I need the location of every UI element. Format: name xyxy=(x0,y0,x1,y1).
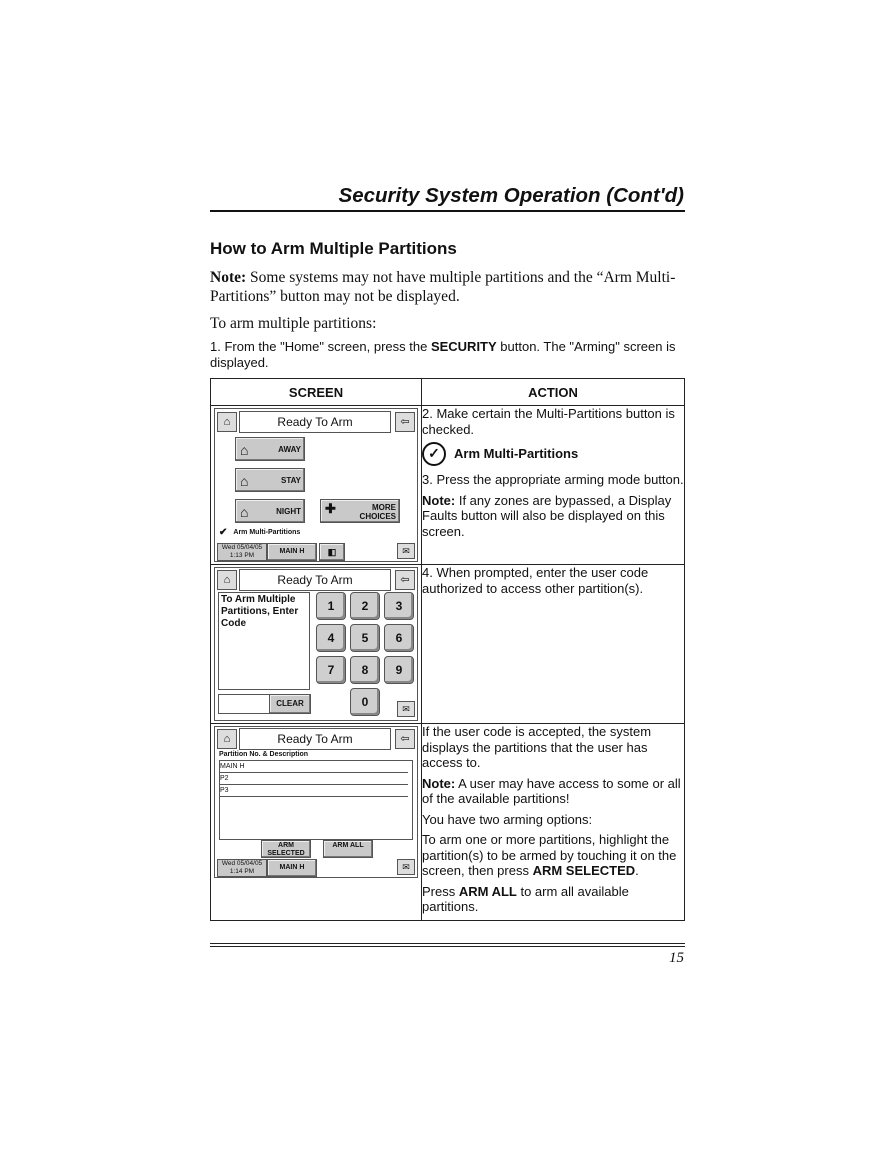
checkmark-icon: ✔ xyxy=(219,527,228,538)
night-label: NIGHT xyxy=(276,507,301,516)
action-cell xyxy=(422,406,685,565)
row3-note-label: Note: xyxy=(422,775,456,791)
back-arrow-icon[interactable]: ⇦ xyxy=(395,412,415,432)
action-cell xyxy=(422,565,685,724)
row3-note xyxy=(422,776,684,807)
row3-para-4-text: Press xyxy=(422,883,459,899)
house-icon: ⌂ xyxy=(240,473,249,489)
header-screen: SCREEN xyxy=(211,379,422,406)
date: Wed 05/04/05 xyxy=(221,544,263,551)
more-choices-button[interactable] xyxy=(320,499,400,523)
key-1[interactable]: 1 xyxy=(316,592,346,620)
step-1-text: 1. From the "Home" screen, press the xyxy=(210,339,431,354)
instruction-table xyxy=(210,378,685,921)
row3-para-4 xyxy=(422,884,684,915)
action-cell xyxy=(422,724,685,921)
screen-cell xyxy=(211,406,422,565)
row3-para-3 xyxy=(422,832,684,879)
document-plus-icon: ✚ xyxy=(325,501,336,516)
step-1-bold: SECURITY xyxy=(430,339,497,354)
row1-note xyxy=(422,493,684,540)
arm-all-button[interactable]: ARM ALL xyxy=(323,840,373,858)
row1-note-text: If any zones are bypassed, a Display Faults button will also be displayed on this screen. xyxy=(422,492,672,539)
note-paragraph xyxy=(210,268,684,306)
page-number: 15 xyxy=(669,950,684,966)
partition-select-screen xyxy=(214,726,418,878)
arm-multi-label: Arm Multi-Partitions xyxy=(233,529,301,536)
checkmark-icon: ✓ xyxy=(422,442,446,466)
table-row xyxy=(211,565,685,724)
header-rule xyxy=(210,210,685,212)
partition-list-header: Partition No. & Description xyxy=(219,751,309,758)
night-button[interactable] xyxy=(235,499,305,523)
row1-note-label: Note: xyxy=(422,492,456,508)
main-partition-button[interactable]: MAIN H xyxy=(267,543,317,561)
partition-item[interactable]: P3 xyxy=(220,785,408,797)
screen-cell xyxy=(211,565,422,724)
footer-rule xyxy=(210,943,685,944)
stay-label: STAY xyxy=(280,476,301,485)
home-icon[interactable]: ⌂ xyxy=(217,729,237,749)
away-label: AWAY xyxy=(278,445,301,454)
message-icon[interactable]: ✉ xyxy=(397,859,415,875)
message-icon[interactable]: ✉ xyxy=(397,701,415,717)
clear-button[interactable]: CLEAR xyxy=(269,694,311,714)
key-3[interactable]: 3 xyxy=(384,592,414,620)
screen-cell xyxy=(211,724,422,921)
step-1-text-end: button. The "Arming" screen is displayed. xyxy=(210,339,676,370)
arm-multi-checkbox[interactable] xyxy=(219,527,300,538)
step-4: 4. When prompted, enter the user code authorized to access other partition(s). xyxy=(422,565,649,596)
time: 1:14 PM xyxy=(229,867,255,875)
note-text: Some systems may not have multiple partitions and the “Arm Multi-Partitions” button may not be displayed. xyxy=(210,269,676,305)
back-arrow-icon[interactable]: ⇦ xyxy=(395,570,415,590)
section-heading: How to Arm Multiple Partitions xyxy=(210,239,457,258)
key-0[interactable]: 0 xyxy=(350,688,380,716)
intro-text: To arm multiple partitions: xyxy=(210,315,377,332)
home-icon[interactable]: ⌂ xyxy=(217,412,237,432)
partition-item[interactable]: MAIN H xyxy=(220,761,408,773)
away-button[interactable] xyxy=(235,437,305,461)
step-2: 2. Make certain the Multi-Partitions button is checked. xyxy=(422,406,675,437)
row3-para-3-end: . xyxy=(635,863,639,878)
key-9[interactable]: 9 xyxy=(384,656,414,684)
screen-title: Ready To Arm xyxy=(239,411,391,433)
house-moon-icon: ⌂ xyxy=(240,504,249,520)
row3-para-4-end: to arm all available partitions. xyxy=(422,883,629,914)
home-icon[interactable]: ⌂ xyxy=(217,570,237,590)
prompt-box: To Arm Multiple Partitions, Enter Code xyxy=(218,592,310,690)
row3-note-text: A user may have access to some or all of the available partitions! xyxy=(422,775,681,806)
arm-multi-example xyxy=(422,442,684,466)
page-header-title: Security System Operation (Cont'd) xyxy=(338,184,684,207)
table-row xyxy=(211,724,685,921)
arm-selected-button[interactable]: ARM SELECTED xyxy=(261,840,311,858)
stay-button[interactable] xyxy=(235,468,305,492)
key-4[interactable]: 4 xyxy=(316,624,346,652)
code-entry-screen xyxy=(214,567,418,721)
date-time xyxy=(217,543,267,561)
step-1 xyxy=(210,339,684,371)
key-6[interactable]: 6 xyxy=(384,624,414,652)
arm-multi-example-label: Arm Multi-Partitions xyxy=(454,446,579,462)
header-action: ACTION xyxy=(422,379,685,406)
key-8[interactable]: 8 xyxy=(350,656,380,684)
more-choices-label: MORE CHOICES xyxy=(359,503,396,521)
time: 1:13 PM xyxy=(229,551,255,559)
date-time xyxy=(217,859,267,877)
partition-list xyxy=(219,760,413,840)
row3-para-4-bold: ARM ALL xyxy=(458,883,517,899)
row3-para-1: If the user code is accepted, the system displays the partitions that the user has access to. xyxy=(422,724,652,770)
speaker-icon[interactable]: ◧ xyxy=(319,543,345,561)
screen-title: Ready To Arm xyxy=(239,728,391,750)
footer-rule xyxy=(210,946,685,947)
arming-screen xyxy=(214,408,418,562)
message-icon[interactable]: ✉ xyxy=(397,543,415,559)
house-icon: ⌂ xyxy=(240,442,249,458)
code-input[interactable] xyxy=(218,694,270,714)
note-label: Note: xyxy=(210,269,247,286)
key-7[interactable]: 7 xyxy=(316,656,346,684)
step-3: 3. Press the appropriate arming mode button. xyxy=(422,472,684,487)
row3-para-3-text: To arm one or more partitions, highlight the partition(s) to be armed by touching it on the screen, then press xyxy=(422,832,677,878)
back-arrow-icon[interactable]: ⇦ xyxy=(395,729,415,749)
key-2[interactable]: 2 xyxy=(350,592,380,620)
table-row xyxy=(211,406,685,565)
main-partition-button[interactable]: MAIN H xyxy=(267,859,317,877)
key-5[interactable]: 5 xyxy=(350,624,380,652)
row3-para-3-bold: ARM SELECTED xyxy=(532,863,636,878)
date: Wed 05/04/05 xyxy=(221,860,263,867)
row3-para-2: You have two arming options: xyxy=(422,811,593,827)
screen-title: Ready To Arm xyxy=(239,569,391,591)
partition-item[interactable]: P2 xyxy=(220,773,408,785)
